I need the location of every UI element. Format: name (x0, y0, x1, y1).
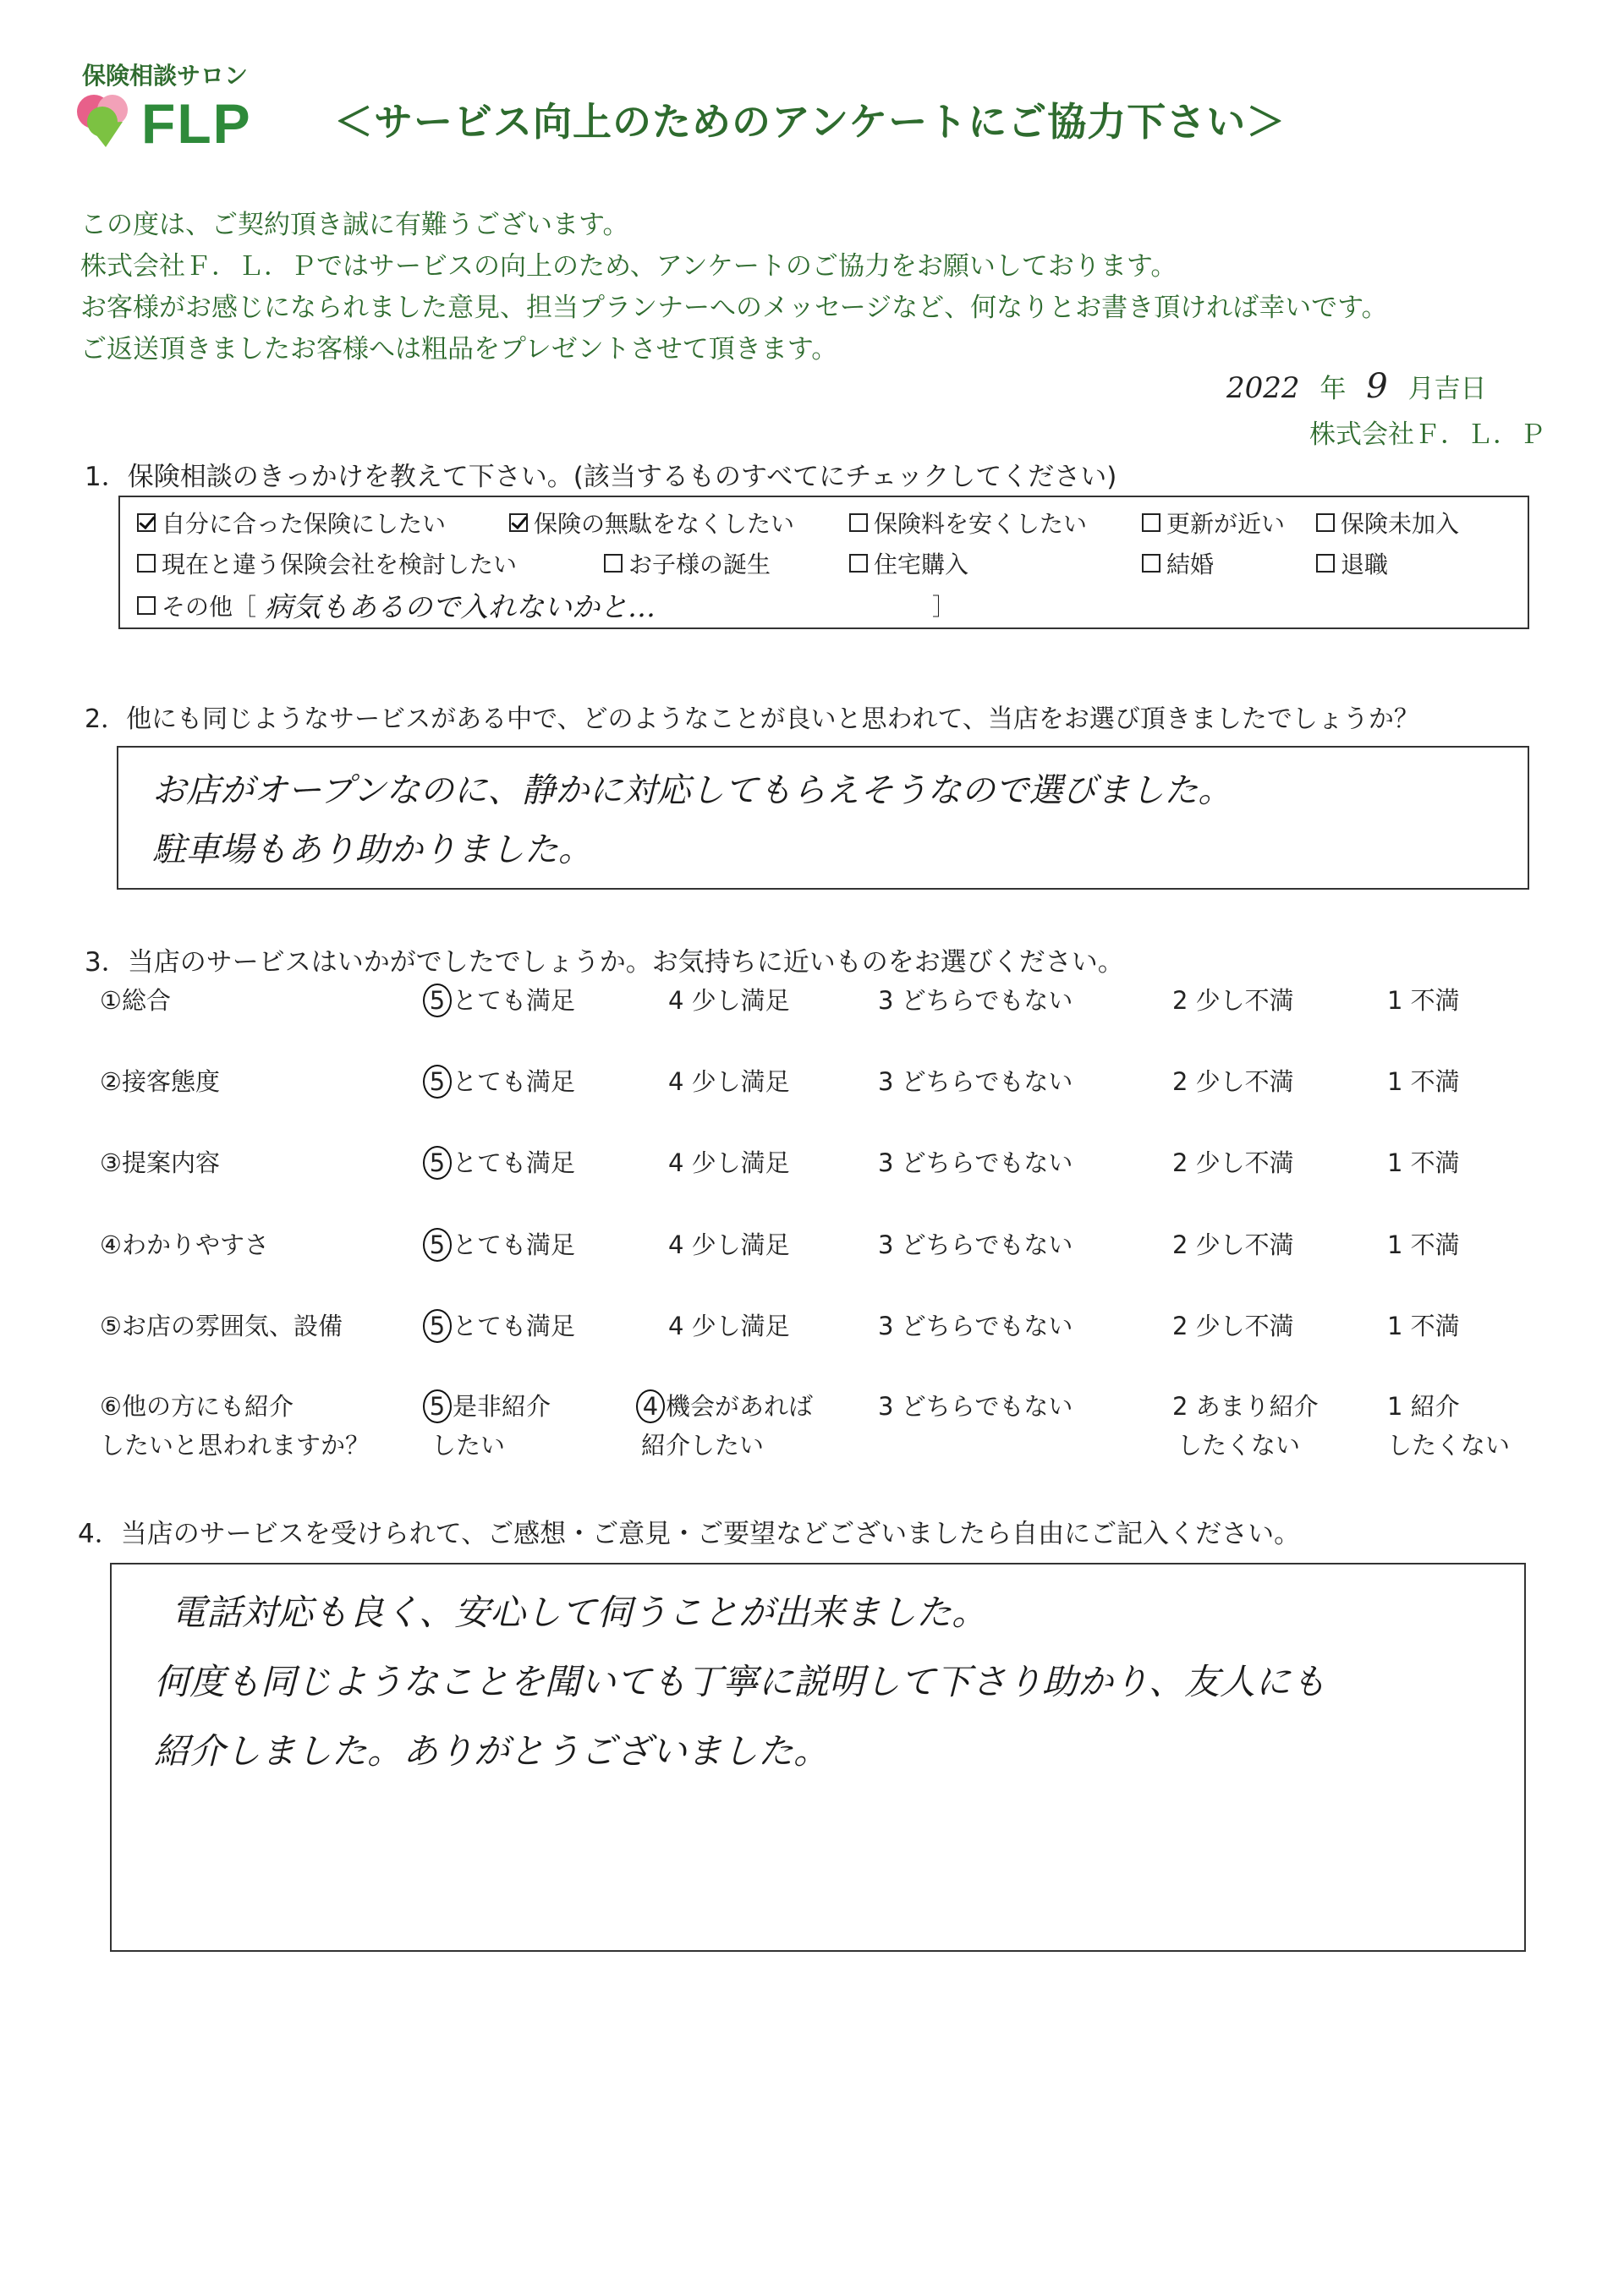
selected-circle-icon: 5 (423, 1146, 452, 1180)
q3-item6-option-2[interactable]: 2 あまり紹介 したくない (1172, 1392, 1319, 1460)
q1-option[interactable] (509, 506, 794, 540)
checkbox-icon[interactable] (137, 554, 156, 573)
q3-option-4[interactable]: 4 少し満足 (668, 986, 790, 1015)
q3-option-4[interactable]: 4 少し満足 (668, 1148, 790, 1177)
q3-item-label: ⑤お店の雰囲気、設備 (100, 1312, 343, 1340)
q2-answer-box[interactable] (117, 746, 1529, 890)
heart-logo-icon (72, 90, 140, 149)
q3-option-1[interactable]: 1 不満 (1387, 1148, 1460, 1177)
q1-option[interactable] (1316, 506, 1459, 540)
q1-option[interactable] (604, 546, 771, 580)
q3-option-4[interactable]: 4 少し満足 (668, 1230, 790, 1259)
q3-option-5-selected[interactable]: 5 とても満足 (423, 1143, 575, 1182)
q1-option[interactable] (849, 506, 1087, 540)
q3-option-1[interactable]: 1 不満 (1387, 986, 1460, 1015)
q4-answer-line: 紹介しました。ありがとうございました。 (154, 1730, 830, 1772)
checkbox-checked-icon[interactable] (509, 513, 528, 532)
selected-circle-icon: 5 (423, 1309, 452, 1343)
q2-label: 2．他にも同じようなサービスがある中で、どのようなことが良いと思われて、当店をお選び頂きましたでしょうか？ (85, 704, 1419, 734)
q1-option-label: 結婚 (1166, 551, 1215, 578)
q3-item6-option-3[interactable]: 3 どちらでもない (878, 1392, 1073, 1421)
q3-option-2[interactable]: 2 少し不満 (1172, 1312, 1294, 1340)
q1-option-label: 住宅購入 (874, 551, 969, 578)
q3-option-3[interactable]: 3 どちらでもない (878, 986, 1073, 1015)
q3-option-1[interactable]: 1 不満 (1387, 1067, 1460, 1096)
q1-box (118, 496, 1529, 629)
q3-item6-label: ⑥他の方にも紹介 したいと思われますか？ (100, 1392, 370, 1460)
q1-option-label: 退職 (1341, 551, 1389, 578)
q1-other-value[interactable]: 病気もあるので入れないかと… (265, 590, 656, 623)
q1-option-label: 更新が近い (1166, 510, 1286, 538)
q3-option-2[interactable]: 2 少し不満 (1172, 986, 1294, 1015)
intro-line: ご返送頂きましたお客様へは粗品をプレゼントさせて頂きます。 (80, 334, 838, 364)
checkbox-icon[interactable] (849, 554, 868, 573)
q1-option[interactable] (1142, 546, 1214, 580)
q1-option[interactable] (137, 506, 446, 540)
checkbox-icon[interactable] (1142, 513, 1160, 532)
q1-option-label: 現在と違う保険会社を検討したい (162, 551, 518, 578)
checkbox-icon[interactable] (1142, 554, 1160, 573)
q3-label: 3．当店のサービスはいかがでしたでしょうか。お気持ちに近いものをお選びください。 (85, 947, 1124, 978)
intro-line: 株式会社Ｆ．Ｌ．Ｐではサービスの向上のため、アンケートのご協力をお願いしております。 (80, 251, 1177, 282)
q3-option-5-selected[interactable]: 5 とても満足 (423, 1307, 575, 1345)
q4-label: 4．当店のサービスを受けられて、ご感想・ご意見・ご要望などございましたら自由にご記入ください。 (78, 1519, 1301, 1549)
q1-option[interactable] (849, 546, 968, 580)
intro-line: この度は、ご契約頂き誠に有難うございます。 (80, 210, 629, 240)
page-title: ＜サービス向上のためのアンケートにご協力下さい＞ (334, 99, 1287, 145)
q3-option-3[interactable]: 3 どちらでもない (878, 1148, 1073, 1177)
q3-item6-option-1[interactable]: 1 紹介 したくない (1387, 1392, 1511, 1460)
q3-option-4[interactable]: 4 少し満足 (668, 1067, 790, 1096)
q1-other-close: ］ (932, 592, 957, 621)
intro-text (80, 205, 1388, 370)
q2-answer-line: お店がオープンなのに、静かに対応してもらえそうなので選びました。 (152, 771, 1232, 810)
selected-circle-icon: 5 (423, 1389, 452, 1423)
q3-item6-option-5-selected[interactable]: 5 是非紹介 したい (423, 1387, 551, 1465)
logo (72, 58, 275, 155)
selected-circle-icon: 4 (636, 1389, 665, 1423)
q3-option-2[interactable]: 2 少し不満 (1172, 1148, 1294, 1177)
logo-brand: FLP (141, 92, 252, 155)
checkbox-icon[interactable] (849, 513, 868, 532)
q4-answer-line: 電話対応も良く、安心して伺うことが出来ました。 (171, 1592, 988, 1633)
checkbox-icon[interactable] (1316, 554, 1335, 573)
q1-option[interactable] (1316, 546, 1388, 580)
date-year: 2022 (1226, 371, 1300, 405)
date-year-label: 年 (1320, 374, 1347, 404)
date-month-label: 月吉日 (1407, 374, 1487, 404)
selected-circle-icon: 5 (423, 984, 452, 1017)
date-month: 9 (1366, 367, 1388, 406)
q1-option-label: 保険料を安くしたい (874, 510, 1088, 538)
q3-option-2[interactable]: 2 少し不満 (1172, 1230, 1294, 1259)
q3-option-5-selected[interactable]: 5 とても満足 (423, 1225, 575, 1264)
company-name: 株式会社Ｆ．Ｌ．Ｐ (1309, 419, 1545, 450)
q2-answer (152, 761, 1232, 879)
checkbox-icon[interactable] (137, 596, 156, 615)
q3-option-5-selected[interactable]: 5 とても満足 (423, 981, 575, 1020)
q1-option-label: 保険未加入 (1341, 510, 1460, 538)
q3-item6-option-4-selected[interactable]: 4 機会があれば 紹介したい (636, 1387, 813, 1465)
q3-option-1[interactable]: 1 不満 (1387, 1312, 1460, 1340)
checkbox-icon[interactable] (604, 554, 623, 573)
q3-option-3[interactable]: 3 どちらでもない (878, 1067, 1073, 1096)
q3-item-label: ①総合 (100, 986, 171, 1015)
intro-line: お客様がお感じになられました意見、担当プランナーへのメッセージなど、何なりとお書き頂ければ幸いです。 (80, 293, 1388, 323)
q3-option-4[interactable]: 4 少し満足 (668, 1312, 790, 1340)
selected-circle-icon: 5 (423, 1065, 452, 1099)
logo-small-text: 保険相談サロン (82, 62, 249, 90)
q3-item-label: ④わかりやすさ (100, 1230, 269, 1259)
date (1226, 367, 1487, 406)
q1-option-label: 保険の無駄をなくしたい (534, 510, 795, 538)
q1-option-label: 自分に合った保険にしたい (162, 510, 447, 538)
q3-item-label: ②接客態度 (100, 1067, 220, 1096)
q4-answer (154, 1578, 1326, 1786)
q1-label: 1．保険相談のきっかけを教えて下さい。(該当するものすべてにチェックしてください) (85, 462, 1117, 492)
q2-answer-line: 駐車場もあり助かりました。 (152, 830, 592, 869)
q1-option[interactable] (137, 546, 517, 580)
q3-option-5-selected[interactable]: 5 とても満足 (423, 1062, 575, 1101)
q3-option-3[interactable]: 3 どちらでもない (878, 1312, 1073, 1340)
q1-other-label: その他［ (162, 592, 257, 621)
q1-option[interactable] (1142, 506, 1285, 540)
q3-option-3[interactable]: 3 どちらでもない (878, 1230, 1073, 1259)
checkbox-checked-icon[interactable] (137, 513, 156, 532)
q1-other[interactable] (137, 585, 957, 625)
q3-item-label: ③提案内容 (100, 1148, 220, 1177)
q3-option-1[interactable]: 1 不満 (1387, 1230, 1460, 1259)
q4-answer-box[interactable] (110, 1563, 1526, 1952)
q1-option-label: お子様の誕生 (628, 551, 771, 578)
checkbox-icon[interactable] (1316, 513, 1335, 532)
q4-answer-line: 何度も同じようなことを聞いても丁寧に説明して下さり助かり、友人にも (154, 1661, 1327, 1702)
q3-option-2[interactable]: 2 少し不満 (1172, 1067, 1294, 1096)
selected-circle-icon: 5 (423, 1228, 452, 1262)
